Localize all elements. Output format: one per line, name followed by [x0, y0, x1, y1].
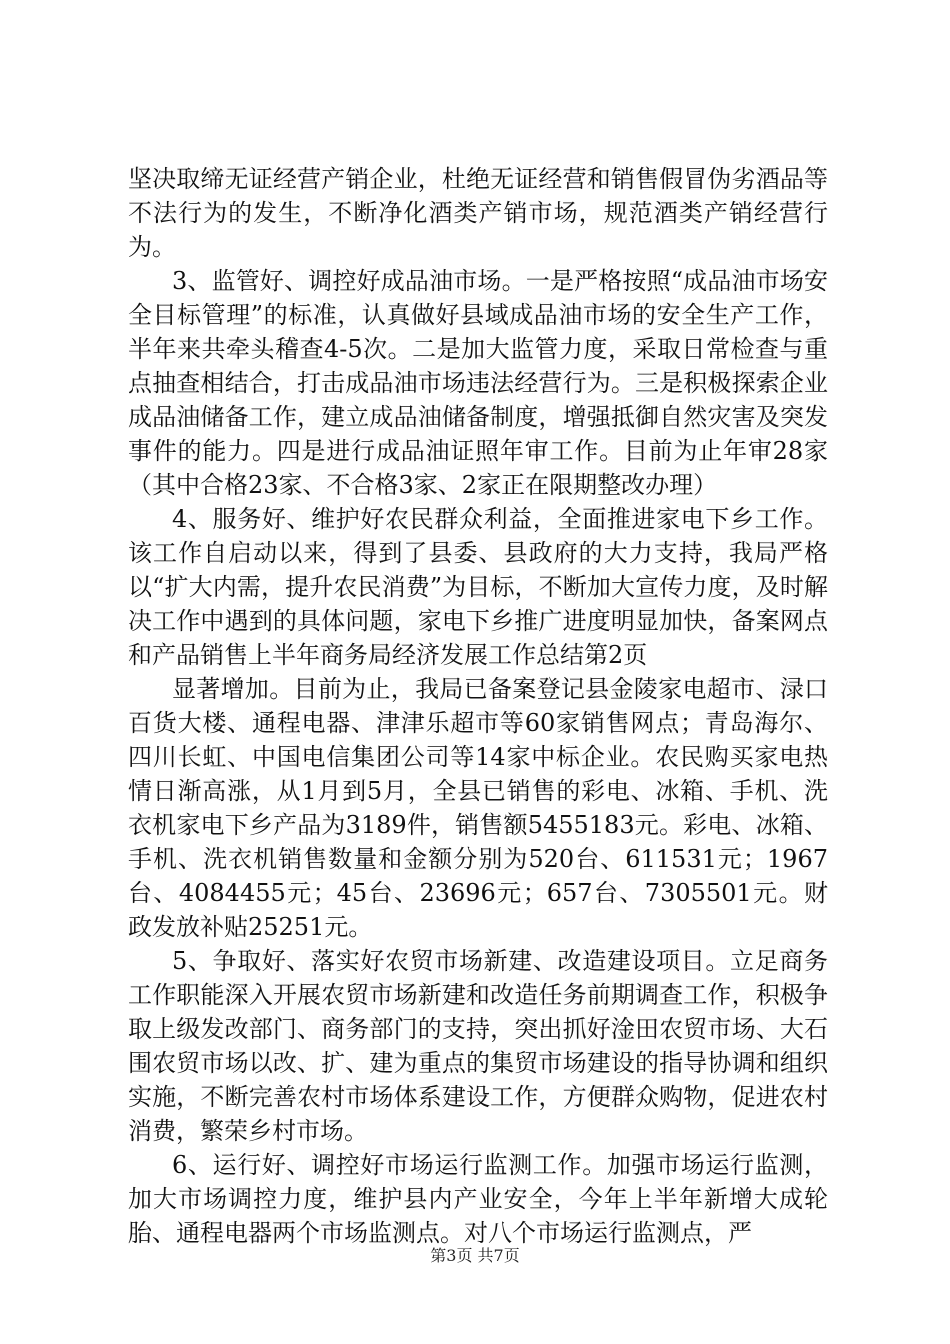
- paragraph-item-4: 4、服务好、维护好农民群众利益，全面推进家电下乡工作。该工作自启动以来，得到了县委、县政府的大力支持，我局严格以“扩大内需，提升农民消费”为目标，不断加大宣传力度，及时解决工作中遇到的具体问题，家电下乡推广进度明显加快，备案网点和产品销售上半年商务局经济发展工作总结第2页: [128, 505, 828, 669]
- paragraph-item-5: 5、争取好、落实好农贸市场新建、改造建设项目。立足商务工作职能深入开展农贸市场新建和改造任务前期调查工作，积极争取上级发改部门、商务部门的支持，突出抓好淦田农贸市场、大石围农贸市场以改、扩、建为重点的集贸市场建设的指导协调和组织实施，不断完善农村市场体系建设工作，方便群众购物，促进农村消费，繁荣乡村市场。: [128, 947, 828, 1145]
- paragraph-item-4-continued: 显著增加。目前为止，我局已备案登记县金陵家电超市、渌口百货大楼、通程电器、津津乐超市等60家销售网点；青岛海尔、四川长虹、中国电信集团公司等14家中标企业。农民购买家电热情日渐高涨，从1月到5月，全县已销售的彩电、冰箱、手机、洗衣机家电下乡产品为3189件，销售额5455183元。彩电、冰箱、手机、洗衣机销售数量和金额分别为520台、611531元；1967台、4084455元；45台、23696元；657台、7305501元。财政发放补贴25251元。: [128, 675, 828, 941]
- paragraph-item-3: 3、监管好、调控好成品油市场。一是严格按照“成品油市场安全目标管理”的标准，认真做好县域成品油市场的安全生产工作，半年来共牵头稽查4-5次。二是加大监管力度，采取日常检查与重点抽查相结合，打击成品油市场违法经营行为。三是积极探索企业成品油储备工作，建立成品油储备制度，增强抵御自然灾害及突发事件的能力。四是进行成品油证照年审工作。目前为止年审28家（其中合格23家、不合格3家、2家正在限期整改办理）: [128, 267, 828, 499]
- paragraph-item-6: 6、运行好、调控好市场运行监测工作。加强市场运行监测，加大市场调控力度，维护县内产业安全，今年上半年新增大成轮胎、通程电器两个市场监测点。对八个市场运行监测点，严: [128, 1151, 828, 1247]
- paragraph-continuation: 坚决取缔无证经营产销企业，杜绝无证经营和销售假冒伪劣酒品等不法行为的发生，不断净化酒类产销市场，规范酒类产销经营行为。: [128, 165, 828, 261]
- page-footer: [0, 1243, 950, 1266]
- page-number-label: 第3页 共7页: [430, 1246, 520, 1265]
- document-body: [128, 162, 828, 1250]
